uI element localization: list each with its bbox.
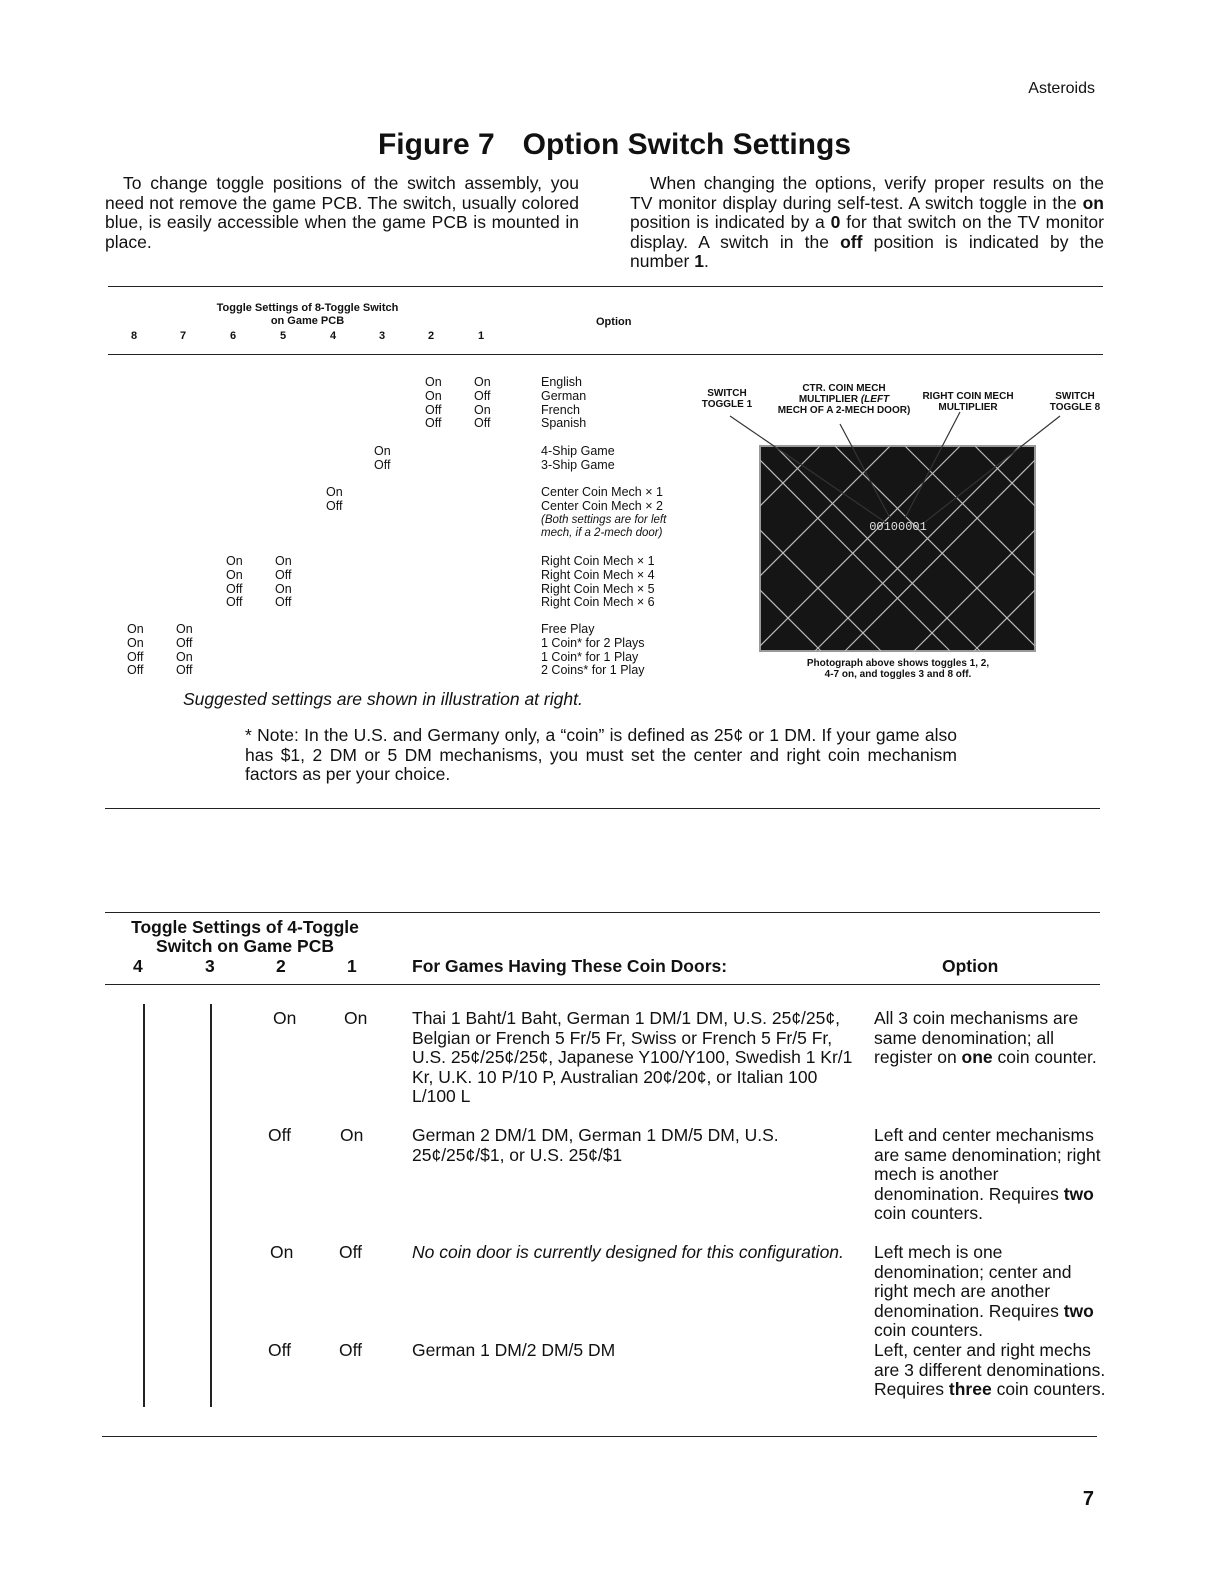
option-part: Left, center and right mechs are 3 different denominations. Requires xyxy=(874,1340,1106,1399)
toggle-value: On xyxy=(474,375,491,389)
figure-heading: Option Switch Settings xyxy=(522,128,852,161)
right-options xyxy=(541,555,655,610)
lang-toggle1-col xyxy=(474,376,491,431)
intro-right-text xyxy=(630,174,1104,272)
table8-col-3: 3 xyxy=(378,330,386,342)
intro-right-part: position is indicated by the number xyxy=(630,231,1104,271)
table4-col-2: 2 xyxy=(276,956,286,976)
toggle-value: On xyxy=(226,567,243,582)
play-toggle8-col xyxy=(127,623,144,678)
right-toggle5-col xyxy=(275,555,292,610)
toggle-value: On xyxy=(127,635,144,650)
option-emphasis: two xyxy=(1063,1183,1094,1204)
option-emphasis: two xyxy=(1063,1300,1094,1321)
right-toggle6-col xyxy=(226,555,243,610)
row4-doors: German 1 DM/2 DM/5 DM xyxy=(412,1340,616,1360)
row2-option xyxy=(874,1126,1112,1224)
label-line: TOGGLE 1 xyxy=(701,399,753,410)
table4-title xyxy=(105,918,385,956)
table8-option-header: Option xyxy=(596,316,632,328)
toggle4-column-line xyxy=(143,1004,145,1407)
ships-options xyxy=(541,445,615,473)
intro-left-paragraph xyxy=(105,174,579,252)
table8-col-2: 2 xyxy=(427,330,435,342)
row2-toggle1: On xyxy=(340,1125,364,1145)
option-text: Center Coin Mech × 1 xyxy=(541,485,663,499)
table4-title-line: Switch on Game PCB xyxy=(156,936,334,956)
table8-title-line: on Game PCB xyxy=(270,315,345,327)
table8-col-4: 4 xyxy=(329,330,337,342)
running-header: Asteroids xyxy=(1028,80,1095,97)
table4-title-line: Toggle Settings of 4-Toggle xyxy=(131,917,359,937)
table8-title xyxy=(130,302,485,328)
suggested-settings-note: Suggested settings are shown in illustration at right. xyxy=(183,689,583,709)
option-text: Right Coin Mech × 4 xyxy=(541,567,655,582)
toggle-value: Off xyxy=(425,402,442,417)
toggle-value: On xyxy=(226,554,243,568)
intro-right-off: off xyxy=(840,231,863,252)
toggle-value: On xyxy=(425,375,442,389)
option-text: Right Coin Mech × 1 xyxy=(541,554,655,568)
option-note: (Both settings are for left xyxy=(541,513,667,526)
intro-right-part: for that switch on the TV monitor display. A switch in the xyxy=(630,212,1104,252)
intro-right-zero: 0 xyxy=(830,212,841,232)
table4-option-header: Option xyxy=(942,956,999,976)
toggle-value: On xyxy=(275,581,292,596)
lang-toggle2-col xyxy=(425,376,442,431)
photo-caption xyxy=(778,658,1018,680)
option-text: Right Coin Mech × 5 xyxy=(541,581,655,596)
intro-right-one: 1 xyxy=(694,251,704,271)
option-emphasis: three xyxy=(948,1379,992,1399)
option-emphasis: one xyxy=(961,1047,993,1067)
row1-toggle2: On xyxy=(273,1008,297,1028)
photo-illustration xyxy=(690,380,1110,670)
label-line: CTR. COIN MECH xyxy=(802,383,886,394)
label-line: SWITCH xyxy=(1055,391,1095,402)
option-text: German xyxy=(541,388,587,403)
toggle-value: Off xyxy=(374,457,391,472)
option-part: coin counters. xyxy=(991,1379,1106,1399)
option-text: 4-Ship Game xyxy=(541,444,615,458)
toggle3-column-line xyxy=(210,1004,212,1407)
option-part: Left and center mechanisms are same denomination; right mech is another denomination. Requires xyxy=(874,1125,1101,1204)
intro-right-part: . xyxy=(703,251,709,271)
label-line: MULTIPLIER xyxy=(798,394,861,405)
table4-doors-header: For Games Having These Coin Doors: xyxy=(412,956,728,976)
screen-switch-readout: 00100001 xyxy=(869,520,927,534)
toggle-value: On xyxy=(275,554,292,568)
table8-top-rule xyxy=(108,286,1103,287)
table4-col-3: 3 xyxy=(205,956,215,976)
row4-toggle2: Off xyxy=(268,1340,292,1360)
toggle-value: Off xyxy=(127,649,144,664)
row2-toggle2: Off xyxy=(268,1125,292,1145)
table4-col-1: 1 xyxy=(347,956,357,976)
toggle-value: On xyxy=(474,402,491,417)
option-text: 3-Ship Game xyxy=(541,457,615,472)
toggle-value: Off xyxy=(326,498,343,513)
toggle-value: Off xyxy=(127,663,144,678)
row1-toggle1: On xyxy=(344,1008,368,1028)
figure-title xyxy=(0,128,1229,162)
option-text: Center Coin Mech × 2 xyxy=(541,498,663,513)
option-part: coin counters. xyxy=(874,1203,983,1223)
center-options xyxy=(541,486,666,541)
row1-doors: Thai 1 Baht/1 Baht, German 1 DM/1 DM, U.S. 25¢/25¢, Belgian or French 5 Fr/5 Fr, Swiss or French 5 Fr/5 Fr, U.S. 25¢/25¢/25¢, Japanese Y100/Y100, Swedish 1 Kr/1 Kr, U.K. 10 P/10 P, Australian 20¢/20¢, or Italian 100 L/100 L xyxy=(412,1008,853,1106)
intro-right-part: position is indicated by a xyxy=(630,212,831,232)
table8-col-5: 5 xyxy=(279,330,287,342)
table8-title-line: Toggle Settings of 8-Toggle Switch xyxy=(216,302,399,314)
table4-header-rule xyxy=(105,984,1100,985)
lang-options xyxy=(541,376,586,431)
table8-col-7: 7 xyxy=(179,330,187,342)
toggle-value: On xyxy=(176,622,193,636)
toggle-value: On xyxy=(176,649,193,664)
label-line: SWITCH xyxy=(707,388,747,399)
page-number: 7 xyxy=(1082,1488,1094,1510)
row4-toggle1: Off xyxy=(339,1340,363,1360)
intro-right-on: on xyxy=(1082,192,1104,213)
monitor-screen xyxy=(760,446,1035,651)
caption-line: Photograph above shows toggles 1, 2, xyxy=(806,658,990,669)
toggle-value: On xyxy=(127,622,144,636)
toggle-value: Off xyxy=(226,581,243,596)
option-text: 1 Coin* for 2 Plays xyxy=(541,635,645,650)
toggle-value: On xyxy=(425,388,442,403)
table4-bottom-rule xyxy=(102,1436,1097,1437)
center-toggle4-col xyxy=(326,486,343,514)
row3-option xyxy=(874,1243,1108,1341)
intro-right-paragraph xyxy=(630,174,1104,272)
figure-number: Figure 7 xyxy=(377,128,495,161)
label-line: MULTIPLIER xyxy=(938,402,998,413)
play-toggle7-col xyxy=(176,623,193,678)
toggle-value: Off xyxy=(425,416,442,431)
option-text: 1 Coin* for 1 Play xyxy=(541,649,639,664)
row3-toggle2: On xyxy=(270,1242,294,1262)
toggle-value: Off xyxy=(275,595,292,610)
row3-toggle1: Off xyxy=(339,1242,363,1262)
row4-option xyxy=(874,1341,1108,1400)
table4-top-rule xyxy=(105,912,1100,913)
caption-line: 4-7 on, and toggles 3 and 8 off. xyxy=(824,669,972,680)
toggle-value: Off xyxy=(474,388,491,403)
label-line: MECH OF A 2-MECH DOOR) xyxy=(777,405,911,416)
table8-col-1: 1 xyxy=(477,330,485,342)
option-text: English xyxy=(541,375,582,389)
table8-col-6: 6 xyxy=(229,330,237,342)
option-part: coin counter. xyxy=(992,1047,1097,1067)
option-text: 2 Coins* for 1 Play xyxy=(541,663,645,678)
toggle-value: Off xyxy=(474,416,491,431)
toggle-value: On xyxy=(374,444,391,458)
toggle-value: Off xyxy=(275,567,292,582)
option-part: All 3 coin mechanisms are same denomination; all register on xyxy=(874,1008,1079,1067)
option-text: Free Play xyxy=(541,622,595,636)
option-part: coin counters. xyxy=(874,1320,983,1340)
option-part: Left mech is one denomination; center and right mech are another denomination. Requires xyxy=(874,1242,1072,1321)
intro-right-part: When changing the options, verify proper results on the TV monitor display during self-test. A switch toggle in the xyxy=(630,173,1104,213)
intro-left-text: To change toggle positions of the switch assembly, you need not remove the game PCB. The switch, usually colored blue, is easily accessible when the game PCB is mounted in place. xyxy=(105,173,579,252)
table4-col-4: 4 xyxy=(133,956,143,976)
row1-option xyxy=(874,1009,1104,1068)
label-line: RIGHT COIN MECH xyxy=(922,391,1014,402)
table8-header-rule xyxy=(108,354,1103,355)
play-options xyxy=(541,623,645,678)
option-text: Spanish xyxy=(541,416,587,431)
toggle-value: On xyxy=(326,485,343,499)
coin-definition-note: * Note: In the U.S. and Germany only, a “coin” is defined as 25¢ or 1 DM. If your game also has $1, 2 DM or 5 DM mechanisms, you must set the center and right coin mechanism factors as per your choice. xyxy=(245,725,957,784)
toggle-value: Off xyxy=(176,635,193,650)
label-line: TOGGLE 8 xyxy=(1049,402,1101,413)
row2-doors: German 2 DM/1 DM, German 1 DM/5 DM, U.S. 25¢/25¢/$1, or U.S. 25¢/$1 xyxy=(412,1125,779,1165)
option-text: French xyxy=(541,402,580,417)
toggle-value: Off xyxy=(226,595,243,610)
row3-doors: No coin door is currently designed for this configuration. xyxy=(412,1242,844,1262)
option-note: mech, if a 2-mech door) xyxy=(541,527,663,540)
toggle-value: Off xyxy=(176,663,193,678)
label-line: (LEFT xyxy=(860,394,890,405)
ships-toggle3-col xyxy=(374,445,391,473)
option-text: Right Coin Mech × 6 xyxy=(541,595,655,610)
section-bottom-rule xyxy=(105,808,1100,809)
table8-col-8: 8 xyxy=(130,330,138,342)
